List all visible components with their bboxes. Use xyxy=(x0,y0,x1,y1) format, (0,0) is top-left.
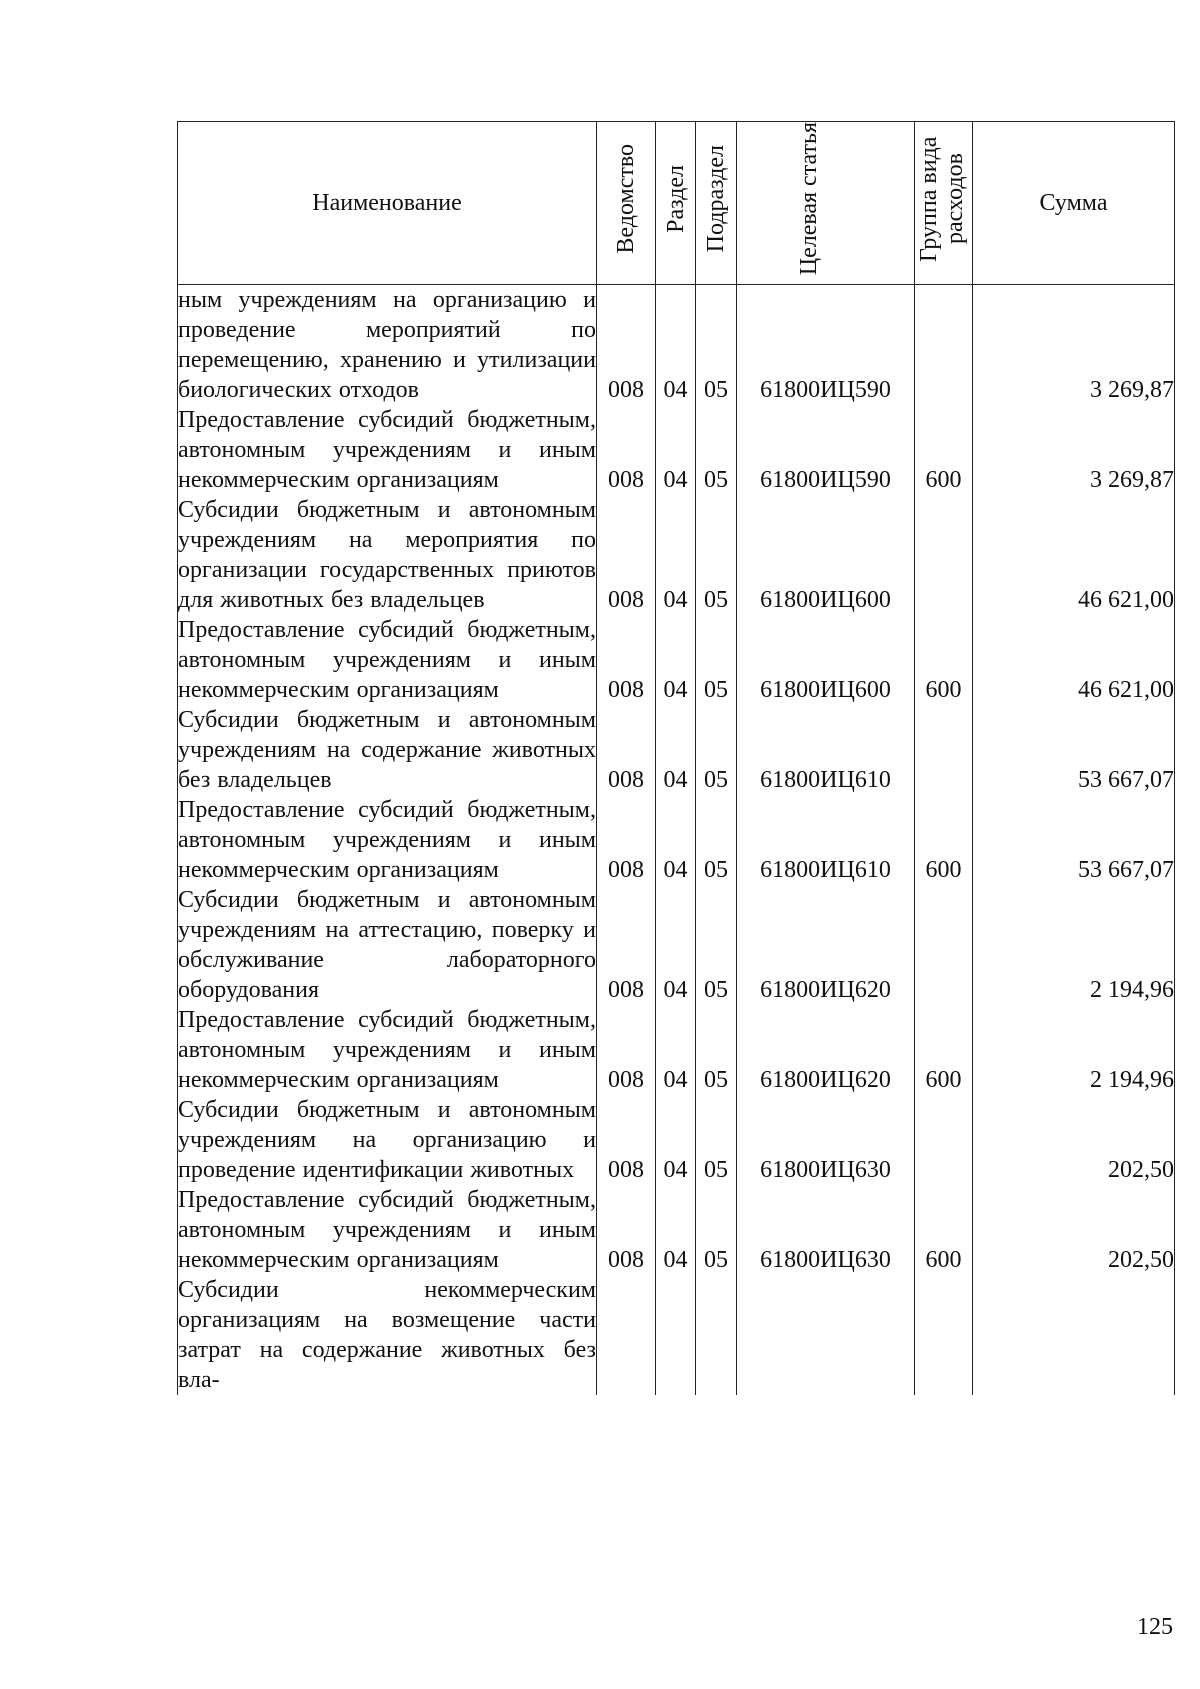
row-vedomstvo: 008 xyxy=(597,1005,656,1095)
row-gruppa: 600 xyxy=(915,795,973,885)
row-celevaya: 61800ИЦ610 xyxy=(737,705,915,795)
table-row xyxy=(178,615,1175,705)
row-summa: 46 621,00 xyxy=(973,615,1175,705)
row-razdel: 04 xyxy=(656,705,696,795)
row-podrazdel: 05 xyxy=(696,795,737,885)
row-gruppa: 600 xyxy=(915,1185,973,1275)
row-celevaya: 61800ИЦ590 xyxy=(737,405,915,495)
row-podrazdel xyxy=(696,1275,737,1395)
table-row xyxy=(178,885,1175,1005)
row-celevaya: 61800ИЦ600 xyxy=(737,495,915,615)
table-row xyxy=(178,705,1175,795)
row-razdel: 04 xyxy=(656,795,696,885)
row-summa: 2 194,96 xyxy=(973,885,1175,1005)
row-vedomstvo: 008 xyxy=(597,495,656,615)
row-vedomstvo: 008 xyxy=(597,795,656,885)
row-razdel: 04 xyxy=(656,1095,696,1185)
row-name: Предоставление субсидий бюджетным, автономным учреждениям и иным некоммерческим организациям xyxy=(178,1007,596,1093)
row-vedomstvo: 008 xyxy=(597,405,656,495)
row-name: Субсидии некоммерческим организациям на возмещение части затрат на содержание животных без вла- xyxy=(178,1277,596,1393)
table-row xyxy=(178,1095,1175,1185)
table-row xyxy=(178,1275,1175,1395)
row-summa: 53 667,07 xyxy=(973,705,1175,795)
row-celevaya: 61800ИЦ590 xyxy=(737,285,915,406)
row-razdel: 04 xyxy=(656,615,696,705)
row-name: Предоставление субсидий бюджетным, автономным учреждениям и иным некоммерческим организациям xyxy=(178,617,596,703)
header-summa: Сумма xyxy=(973,122,1175,285)
table-row xyxy=(178,1185,1175,1275)
row-podrazdel: 05 xyxy=(696,705,737,795)
row-vedomstvo: 008 xyxy=(597,615,656,705)
table-row xyxy=(178,795,1175,885)
row-gruppa xyxy=(915,1275,973,1395)
row-celevaya: 61800ИЦ630 xyxy=(737,1095,915,1185)
budget-table xyxy=(177,121,1175,1395)
row-name: Предоставление субсидий бюджетным, автономным учреждениям и иным некоммерческим организациям xyxy=(178,1187,596,1273)
row-razdel: 04 xyxy=(656,285,696,406)
row-summa: 202,50 xyxy=(973,1185,1175,1275)
row-summa: 3 269,87 xyxy=(973,285,1175,406)
row-gruppa: 600 xyxy=(915,405,973,495)
header-vedomstvo: Ведомство xyxy=(597,122,656,285)
row-vedomstvo xyxy=(597,1275,656,1395)
row-celevaya: 61800ИЦ620 xyxy=(737,885,915,1005)
row-celevaya: 61800ИЦ600 xyxy=(737,615,915,705)
row-name: ным учреждениям на организацию и проведение мероприятий по перемещению, хранению и утилизации биологических отходов xyxy=(178,285,597,406)
row-podrazdel: 05 xyxy=(696,285,737,406)
row-gruppa xyxy=(915,885,973,1005)
header-celevaya-statya: Целевая статья xyxy=(737,122,915,285)
row-celevaya: 61800ИЦ620 xyxy=(737,1005,915,1095)
table-row xyxy=(178,495,1175,615)
header-name: Наименование xyxy=(178,122,597,285)
row-name: Предоставление субсидий бюджетным, автономным учреждениям и иным некоммерческим организациям xyxy=(178,797,596,883)
row-celevaya: 61800ИЦ610 xyxy=(737,795,915,885)
table-row xyxy=(178,285,1175,406)
row-razdel: 04 xyxy=(656,495,696,615)
row-gruppa: 600 xyxy=(915,1005,973,1095)
row-name: Субсидии бюджетным и автономным учреждениям на содержание животных без владельцев xyxy=(178,707,596,793)
row-gruppa xyxy=(915,1095,973,1185)
header-razdel: Раздел xyxy=(656,122,696,285)
row-gruppa xyxy=(915,495,973,615)
row-celevaya xyxy=(737,1275,915,1395)
row-gruppa xyxy=(915,285,973,406)
row-razdel: 04 xyxy=(656,1185,696,1275)
row-gruppa: 600 xyxy=(915,615,973,705)
row-name: Субсидии бюджетным и автономным учреждениям на аттестацию, поверку и обслуживание лабораторного оборудования xyxy=(178,887,596,1003)
header-podrazdel: Подраздел xyxy=(696,122,737,285)
page-number: 125 xyxy=(1137,1614,1173,1640)
row-name: Предоставление субсидий бюджетным, автономным учреждениям и иным некоммерческим организациям xyxy=(178,407,596,493)
row-podrazdel: 05 xyxy=(696,1185,737,1275)
row-vedomstvo: 008 xyxy=(597,705,656,795)
row-podrazdel: 05 xyxy=(696,1095,737,1185)
row-name: Субсидии бюджетным и автономным учреждениям на мероприятия по организации государственных приютов для животных без владельцев xyxy=(178,497,596,613)
row-podrazdel: 05 xyxy=(696,405,737,495)
row-podrazdel: 05 xyxy=(696,615,737,705)
row-summa xyxy=(973,1275,1175,1395)
row-podrazdel: 05 xyxy=(696,1005,737,1095)
table-row xyxy=(178,405,1175,495)
table-row xyxy=(178,1005,1175,1095)
row-name: Субсидии бюджетным и автономным учреждениям на организацию и проведение идентификации животных xyxy=(178,1097,596,1183)
row-summa: 46 621,00 xyxy=(973,495,1175,615)
row-vedomstvo: 008 xyxy=(597,1185,656,1275)
row-celevaya: 61800ИЦ630 xyxy=(737,1185,915,1275)
row-razdel: 04 xyxy=(656,885,696,1005)
row-vedomstvo: 008 xyxy=(597,1095,656,1185)
header-gruppa-vida-rashodov: Группа вида расходов xyxy=(915,122,973,285)
row-summa: 53 667,07 xyxy=(973,795,1175,885)
row-summa: 3 269,87 xyxy=(973,405,1175,495)
row-podrazdel: 05 xyxy=(696,885,737,1005)
row-summa: 202,50 xyxy=(973,1095,1175,1185)
row-razdel: 04 xyxy=(656,1005,696,1095)
row-vedomstvo: 008 xyxy=(597,285,656,406)
row-summa: 2 194,96 xyxy=(973,1005,1175,1095)
row-gruppa xyxy=(915,705,973,795)
row-vedomstvo: 008 xyxy=(597,885,656,1005)
table-header-row xyxy=(178,122,1175,285)
row-razdel: 04 xyxy=(656,405,696,495)
row-podrazdel: 05 xyxy=(696,495,737,615)
row-razdel xyxy=(656,1275,696,1395)
